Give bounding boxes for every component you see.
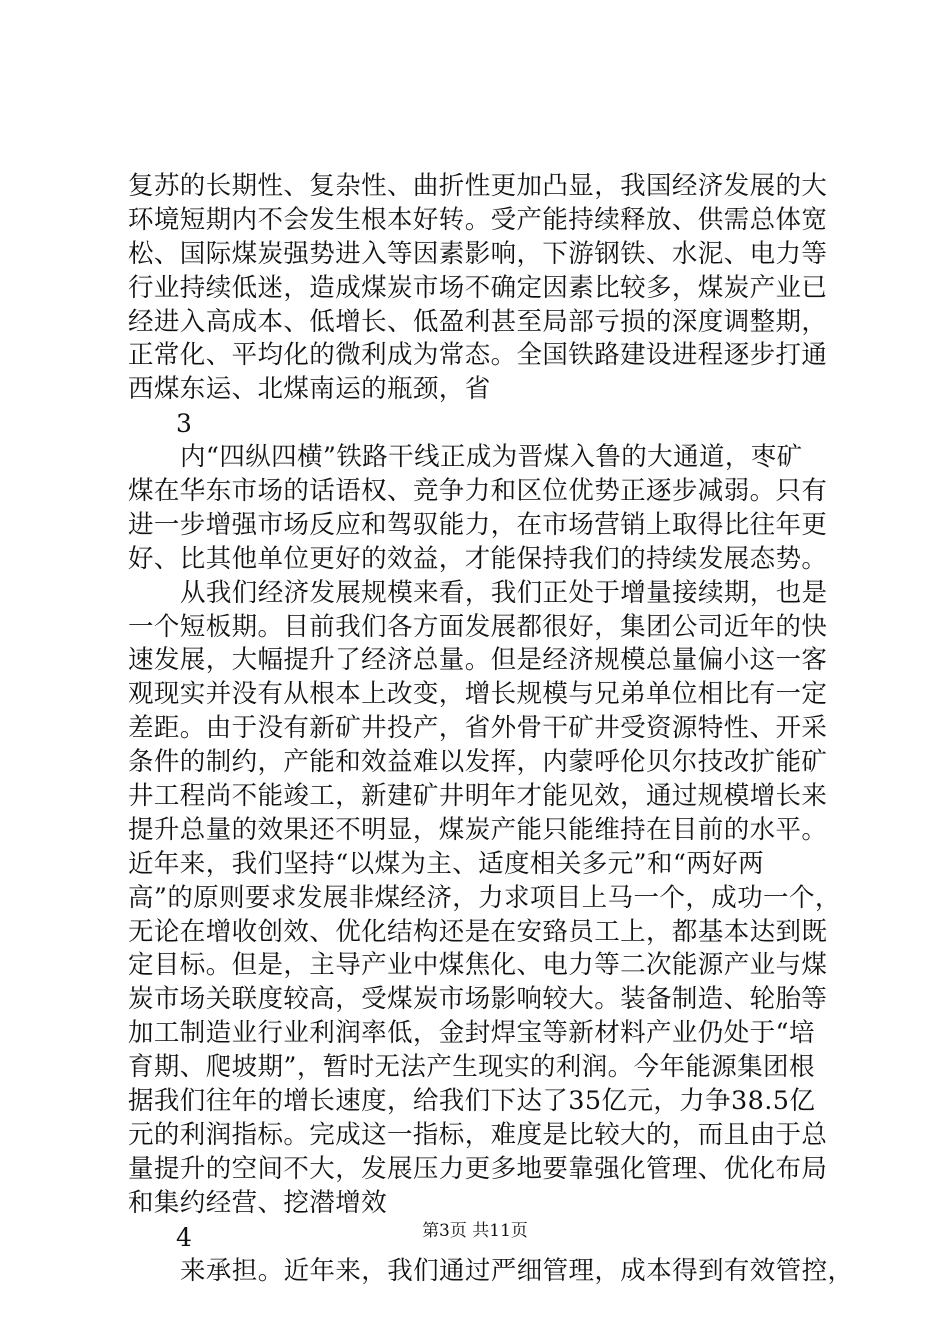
text-line: 井工程尚不能竣工，新建矿井明年才能见效，通过规模增长来 [128,781,828,812]
paragraph-2 [128,441,840,577]
text-line: 经进入高成本、低增长、低盈利甚至局部亏损的深度调整期， [128,306,828,337]
text-line: 高”的原则要求发展非煤经济，力求项目上马一个，成功一个， [128,882,841,913]
text-line: 好、比其他单位更好的效益，才能保持我们的持续发展态势。 [128,543,828,574]
page-footer: 第3页 共11页 [422,1221,528,1241]
paragraph-3 [128,577,840,1221]
text-line: 一个短板期。目前我们各方面发展都很好，集团公司近年的快 [128,611,828,642]
text-line: 从我们经济发展规模来看，我们正处于增量接续期，也是 [180,577,828,608]
text-line: 近年来，我们坚持“以煤为主、适度相关多元”和“两好两 [128,848,765,879]
text-line: 观现实并没有从根本上改变，增长规模与兄弟单位相比有一定 [128,679,828,710]
paragraph-4 [128,1255,854,1289]
text-line: 定目标。但是，主导产业中煤焦化、电力等二次能源产业与煤 [128,950,828,981]
text-line: 量提升的空间不大，发展压力更多地要靠强化管理、优化布局 [128,1153,828,1184]
page-marker-4: 4 [176,1222,193,1252]
text-line: 提升总量的效果还不明显，煤炭产能只能维持在目前的水平。 [128,814,828,845]
text-line: 据我们往年的增长速度，给我们下达了35亿元，力争38.5亿 [128,1086,816,1117]
text-line: 复苏的长期性、复杂性、曲折性更加凸显，我国经济发展的大 [128,171,828,201]
text-line: 松、国际煤炭强势进入等因素影响，下游钢铁、水泥、电力等 [128,238,828,269]
text-line: 速发展，大幅提升了经济总量。但是经济规模总量偏小这一客 [128,645,828,676]
text-line: 行业持续低迷，造成煤炭市场不确定因素比较多，煤炭产业已 [128,272,828,303]
text-line: 加工制造业行业利润率低，金封焊宝等新材料产业仍处于“培 [128,1018,815,1049]
text-line: 元的利润指标。完成这一指标，难度是比较大的，而且由于总 [128,1119,828,1150]
text-line: 煤在华东市场的话语权、竞争力和区位优势正逐步减弱。只有 [128,476,828,507]
text-line: 进一步增强市场反应和驾驭能力，在市场营销上取得比往年更 [128,509,828,540]
text-line: 环境短期内不会发生根本好转。受产能持续释放、供需总体宽 [128,204,828,235]
text-line: 西煤东运、北煤南运的瓶颈，省 [128,374,491,405]
text-line: 条件的制约，产能和效益难以发挥，内蒙呼伦贝尔技改扩能矿 [128,747,828,778]
text-line: 来承担。近年来，我们通过严细管理，成本得到有效管控， [180,1255,854,1286]
text-line: 育期、爬坡期”，暂时无法产生现实的利润。今年能源集团根 [128,1052,815,1083]
paragraph-1 [128,170,840,407]
text-line: 和集约经营、挖潜增效 [128,1187,388,1218]
text-line: 无论在增收创效、优化结构还是在安臵员工上，都基本达到既 [128,916,828,947]
text-line: 正常化、平均化的微利成为常态。全国铁路建设进程逐步打通 [128,340,828,371]
document-body [128,170,854,1288]
text-line: 炭市场关联度较高，受煤炭市场影响较大。装备制造、轮胎等 [128,984,828,1015]
page-marker-3: 3 [176,409,193,439]
text-line: 内“四纵四横”铁路干线正成为晋煤入鲁的大通道，枣矿 [180,442,803,473]
text-line: 差距。由于没有新矿井投产，省外骨干矿井受资源特性、开采 [128,713,828,744]
